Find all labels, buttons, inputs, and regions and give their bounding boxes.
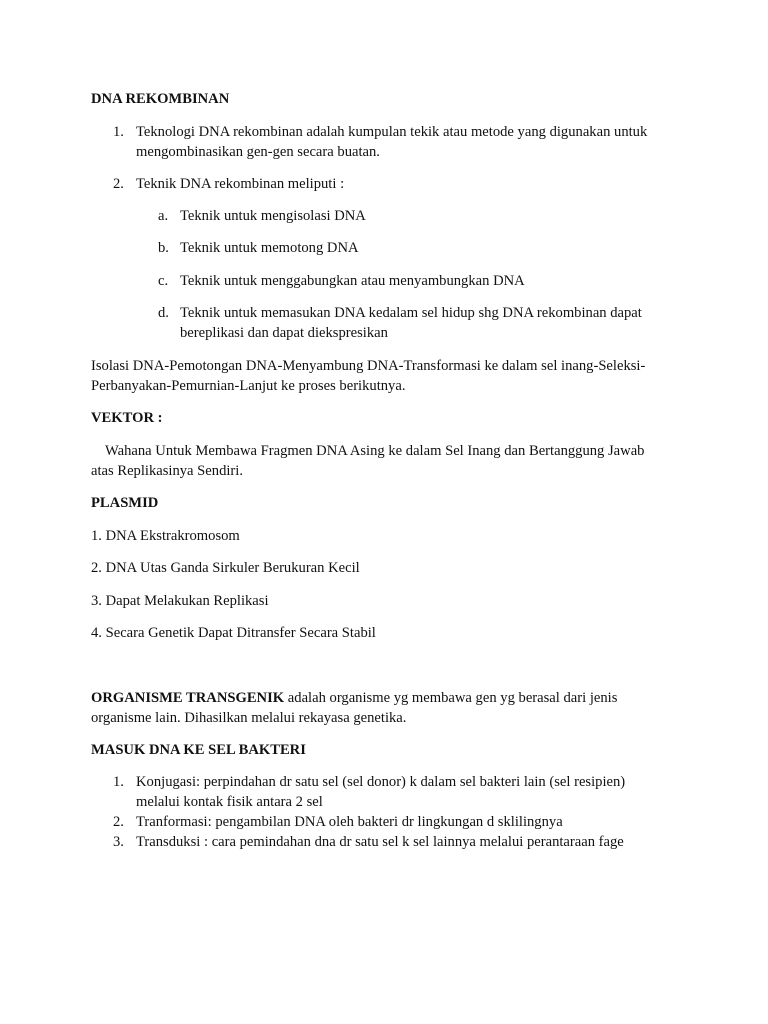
sublist-item-text: Teknik untuk menggabungkan atau menyambungkan DNA: [180, 273, 525, 289]
paragraph-line: atas Replikasinya Sendiri.: [91, 463, 243, 479]
sublist-letter: c.: [158, 273, 169, 289]
list-number: 1.: [113, 774, 124, 790]
list-item-text: melalui kontak fisik antara 2 sel: [136, 794, 323, 810]
paragraph-line: Isolasi DNA-Pemotongan DNA-Menyambung DNA-Transformasi ke dalam sel inang-Seleksi-: [91, 358, 646, 374]
sublist-item: [91, 206, 681, 226]
list-item-text: Teknik DNA rekombinan meliputi :: [136, 176, 345, 192]
process-paragraph: [91, 356, 681, 396]
heading-masuk-dna: MASUK DNA KE SEL BAKTERI: [91, 742, 306, 758]
sublist-letter: d.: [158, 305, 169, 321]
plasmid-item: 2. DNA Utas Ganda Sirkuler Berukuran Kecil: [91, 560, 360, 576]
sublist-item-text: Teknik untuk memotong DNA: [180, 240, 359, 256]
plasmid-item: 1. DNA Ekstrakromosom: [91, 528, 240, 544]
paragraph-line: organisme lain. Dihasilkan melalui rekayasa genetika.: [91, 710, 407, 726]
list-item: [91, 772, 681, 812]
list-number: 1.: [113, 124, 124, 140]
sublist-item-text: bereplikasi dan dapat diekspresikan: [180, 325, 388, 341]
plasmid-item: 3. Dapat Melakukan Replikasi: [91, 593, 269, 609]
list-number: 3.: [113, 834, 124, 850]
sublist-item: [91, 238, 681, 258]
plasmid-item: 4. Secara Genetik Dapat Ditransfer Secara Stabil: [91, 625, 376, 641]
transgenik-paragraph: [91, 688, 681, 728]
list-item-text: mengombinasikan gen-gen secara buatan.: [136, 144, 380, 160]
list-item-text: Transduksi : cara pemindahan dna dr satu sel k sel lainnya melalui perantaraan fage: [136, 834, 624, 850]
sublist-letter: b.: [158, 240, 169, 256]
list-item: [91, 174, 681, 194]
term-organisme-transgenik: ORGANISME TRANSGENIK: [91, 690, 285, 706]
sublist-item: [91, 271, 681, 291]
heading-plasmid: PLASMID: [91, 495, 159, 511]
list-number: 2.: [113, 814, 124, 830]
paragraph-line: Perbanyakan-Pemurnian-Lanjut ke proses berikutnya.: [91, 378, 406, 394]
heading-dna-rekombinan: DNA REKOMBINAN: [91, 91, 230, 107]
sublist-letter: a.: [158, 208, 169, 224]
list-item: [91, 812, 681, 832]
list-item: [91, 832, 681, 852]
list-item-text: Teknologi DNA rekombinan adalah kumpulan tekik atau metode yang digunakan untuk: [136, 124, 648, 140]
paragraph-line: Wahana Untuk Membawa Fragmen DNA Asing ke dalam Sel Inang dan Bertanggung Jawab: [105, 443, 645, 459]
list-item: [91, 122, 681, 162]
sublist-item-text: Teknik untuk mengisolasi DNA: [180, 208, 366, 224]
list-number: 2.: [113, 176, 124, 192]
sublist-item-text: Teknik untuk memasukan DNA kedalam sel hidup shg DNA rekombinan dapat: [180, 305, 642, 321]
sublist-item: [91, 303, 681, 343]
heading-vektor: VEKTOR :: [91, 410, 163, 426]
list-item-text: Tranformasi: pengambilan DNA oleh bakteri dr lingkungan d sklilingnya: [136, 814, 563, 830]
paragraph-text: adalah organisme yg membawa gen yg berasal dari jenis: [284, 690, 618, 706]
list-item-text: Konjugasi: perpindahan dr satu sel (sel donor) k dalam sel bakteri lain (sel resipien): [136, 774, 626, 790]
vektor-definition: [91, 441, 681, 481]
